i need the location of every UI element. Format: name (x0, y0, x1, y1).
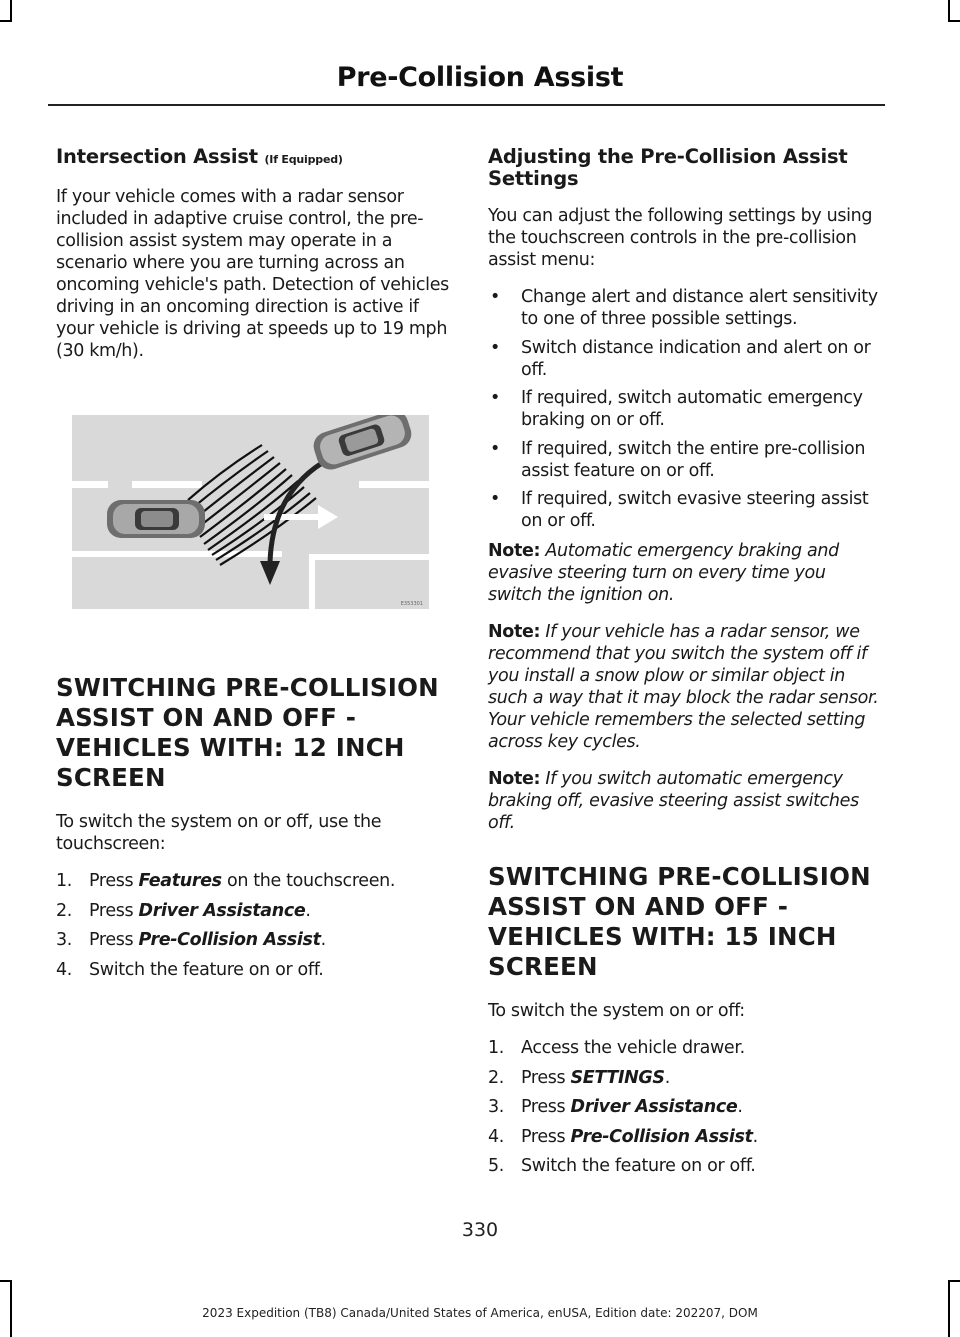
step-text: Press (89, 871, 139, 891)
bullet: • (490, 337, 500, 358)
step-number: 2. (488, 1067, 504, 1088)
note (488, 621, 882, 753)
crop-mark (948, 0, 950, 22)
crop-mark (948, 1280, 960, 1282)
bullet-text: If required, switch the entire pre-collision assist feature on or off. (521, 438, 866, 481)
section-heading-12-inch (56, 673, 450, 793)
list-item (56, 959, 450, 981)
crop-mark (0, 20, 12, 22)
list-item (488, 1155, 882, 1177)
step-text: Press (521, 1067, 571, 1088)
intersection-assist-text: If your vehicle comes with a radar sensor included in adaptive cruise control, the pre-collision assist system may operate in a scenario where you are turning across an oncoming vehicle's path. Detection of vehicles driving in an oncoming direction is active if your vehicle is driving at speeds up to 19 mph (30 km/h). (56, 187, 449, 361)
step-text: Switch the feature on or off. (521, 1156, 756, 1176)
steps-15-inch (488, 1037, 882, 1177)
crop-mark (948, 20, 960, 22)
step-emphasis: Driver Assistance (138, 900, 306, 921)
heading-line: SCREEN (56, 763, 166, 792)
list-item (488, 286, 882, 330)
adjusting-settings-intro: You can adjust the following settings by using the touchscreen controls in the pre-collision assist menu: (488, 206, 873, 270)
list-item (488, 387, 882, 431)
step-text: . (664, 1067, 670, 1088)
step-number: 4. (488, 1126, 504, 1147)
list-item (488, 1067, 882, 1089)
step-text: . (737, 1097, 743, 1117)
left-column (56, 146, 450, 991)
bullet-text: Change alert and distance alert sensitivity to one of three possible settings. (521, 287, 878, 329)
section-12-intro: To switch the system on or off, use the touchscreen: (56, 812, 382, 854)
step-text: Press (521, 1097, 571, 1117)
step-emphasis: Features (138, 871, 222, 891)
bullet: • (490, 438, 500, 459)
step-emphasis: Pre-Collision Assist (138, 930, 321, 950)
adjusting-settings-heading: Adjusting the Pre-Collision Assist Settings (488, 145, 848, 190)
list-item (56, 929, 450, 951)
list-item (56, 870, 450, 892)
list-item (488, 488, 882, 532)
step-number: 5. (488, 1156, 504, 1176)
page-title: Pre-Collision Assist (336, 62, 624, 93)
step-number: 1. (56, 871, 72, 891)
heading-text: Intersection Assist (56, 145, 258, 168)
section-heading-15-inch (488, 862, 882, 982)
footer-edition: 2023 Expedition (TB8) Canada/United States of America, enUSA, Edition date: 202207, DOM (202, 1306, 758, 1320)
step-emphasis: Driver Assistance (570, 1097, 738, 1117)
section-15-intro: To switch the system on or off: (488, 1001, 745, 1021)
step-emphasis: SETTINGS (570, 1067, 665, 1088)
settings-list (488, 286, 882, 532)
steps-12-inch (56, 870, 450, 981)
step-number: 3. (56, 930, 72, 950)
note-label: Note: (488, 622, 541, 642)
step-text: . (305, 900, 311, 921)
heading-line: SWITCHING PRE-COLLISION (56, 673, 439, 702)
step-text: Press (521, 1126, 571, 1147)
intersection-assist-heading (56, 146, 450, 171)
note-text: If your vehicle has a radar sensor, we recommend that you switch the system off if you install a snow plow or similar object in such a way that it may block the radar sensor. Your vehicle remembers the selected setting across key cycles. (488, 622, 879, 752)
step-text: Access the vehicle drawer. (521, 1038, 745, 1058)
heading-line: ASSIST ON AND OFF - (488, 892, 789, 921)
figure-code: E353301 (400, 601, 423, 607)
bullet: • (490, 489, 500, 509)
step-number: 3. (488, 1097, 504, 1117)
lane-marking (72, 481, 108, 488)
intersection-diagram (72, 415, 429, 609)
bullet: • (490, 287, 500, 307)
crop-mark (0, 1280, 12, 1282)
step-text: Press (89, 930, 139, 950)
step-number: 1. (488, 1038, 504, 1058)
if-equipped-tag: (If Equipped) (264, 153, 343, 166)
heading-line: ASSIST ON AND OFF - (56, 703, 357, 732)
step-text: . (752, 1126, 758, 1147)
lane-marking (359, 481, 429, 488)
note (488, 540, 882, 606)
arrow-right-icon (264, 514, 320, 520)
note-text: If you switch automatic emergency braking off, evasive steering assist switches off. (488, 769, 859, 833)
step-text: Switch the feature on or off. (89, 959, 324, 980)
heading-line: VEHICLES WITH: 12 INCH (56, 733, 405, 762)
bullet: • (490, 388, 500, 408)
list-item (488, 1096, 882, 1118)
step-text: on the touchscreen. (221, 871, 396, 891)
bullet-text: If required, switch automatic emergency braking on or off. (521, 388, 863, 430)
heading-line: VEHICLES WITH: 15 INCH (488, 922, 837, 951)
step-text: . (320, 930, 326, 950)
step-number: 4. (56, 959, 72, 980)
note-label: Note: (488, 541, 541, 561)
list-item (488, 438, 882, 482)
list-item (56, 900, 450, 922)
heading-line: SCREEN (488, 952, 598, 981)
list-item (488, 1126, 882, 1148)
intersection-assist-illustration (72, 415, 429, 609)
header-rule (48, 104, 885, 106)
step-emphasis: Pre-Collision Assist (570, 1126, 753, 1147)
step-text: Press (89, 900, 139, 921)
page-number: 330 (461, 1219, 499, 1241)
lane-marking (132, 481, 202, 488)
crop-mark (10, 0, 12, 22)
note-label: Note: (488, 769, 541, 789)
lane-marking (72, 551, 282, 557)
note-text: Automatic emergency braking and evasive steering turn on every time you switch the ignition on. (488, 541, 839, 605)
oncoming-car (107, 500, 205, 538)
bullet-text: Switch distance indication and alert on or off. (521, 337, 871, 380)
bullet-text: If required, switch evasive steering assist on or off. (521, 489, 869, 531)
note (488, 768, 882, 834)
list-item (488, 337, 882, 381)
right-column (488, 146, 882, 1187)
step-number: 2. (56, 900, 72, 921)
heading-line: SWITCHING PRE-COLLISION (488, 862, 871, 891)
list-item (488, 1037, 882, 1059)
